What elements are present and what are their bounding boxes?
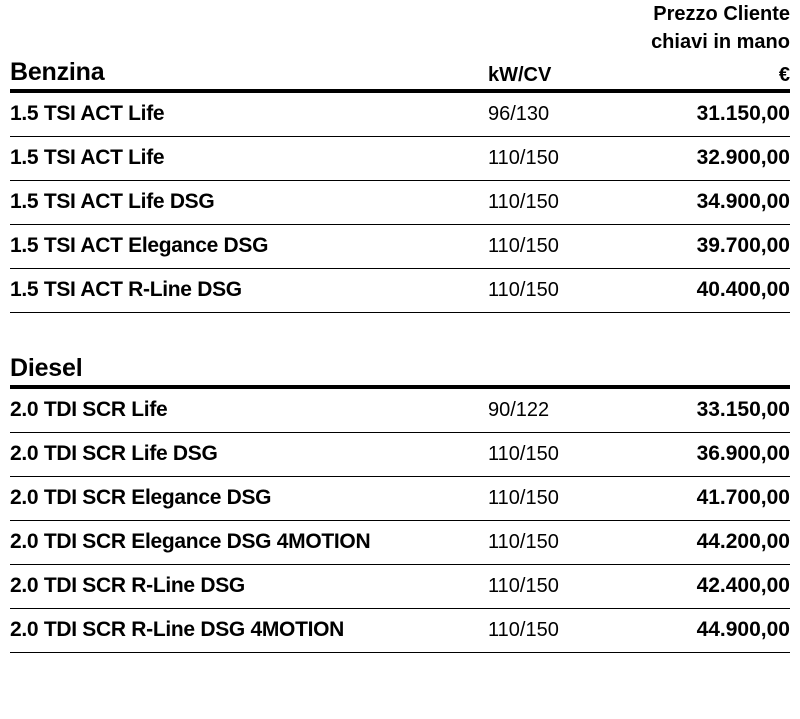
model-name: 1.5 TSI ACT R-Line DSG — [10, 268, 488, 312]
table-row — [10, 268, 790, 312]
model-name: 2.0 TDI SCR Elegance DSG — [10, 476, 488, 520]
model-power: 110/150 — [488, 564, 618, 608]
model-power: 90/122 — [488, 387, 618, 433]
table-row — [10, 564, 790, 608]
model-price: 36.900,00 — [618, 432, 790, 476]
model-name: 2.0 TDI SCR R-Line DSG — [10, 564, 488, 608]
table-row — [10, 608, 790, 652]
model-price: 40.400,00 — [618, 268, 790, 312]
section-spacer — [10, 312, 790, 353]
model-power: 110/150 — [488, 608, 618, 652]
table-row — [10, 224, 790, 268]
section-title-diesel: Diesel — [10, 353, 83, 382]
model-price: 44.200,00 — [618, 520, 790, 564]
model-price: 32.900,00 — [618, 136, 790, 180]
model-price: 44.900,00 — [618, 608, 790, 652]
section-title-benzina: Benzina — [10, 57, 105, 86]
table-row — [10, 387, 790, 433]
model-power: 96/130 — [488, 91, 618, 137]
model-name: 1.5 TSI ACT Life — [10, 136, 488, 180]
table-row — [10, 520, 790, 564]
model-power: 110/150 — [488, 224, 618, 268]
model-name: 1.5 TSI ACT Life DSG — [10, 180, 488, 224]
model-power: 110/150 — [488, 136, 618, 180]
model-price: 42.400,00 — [618, 564, 790, 608]
model-name: 1.5 TSI ACT Life — [10, 91, 488, 137]
table-row — [10, 432, 790, 476]
model-name: 2.0 TDI SCR Life DSG — [10, 432, 488, 476]
power-column-label-benzina: kW/CV — [488, 63, 552, 86]
model-price: 39.700,00 — [618, 224, 790, 268]
price-header-row-1 — [10, 0, 790, 28]
header-spacer-4 — [488, 28, 618, 56]
power-column-label-diesel — [488, 353, 618, 385]
price-header-row-2 — [10, 28, 790, 56]
price-table — [10, 0, 790, 653]
model-name: 1.5 TSI ACT Elegance DSG — [10, 224, 488, 268]
spacer-cell-2 — [488, 312, 618, 353]
model-power: 110/150 — [488, 476, 618, 520]
table-row — [10, 91, 790, 137]
table-row — [10, 180, 790, 224]
currency-label-benzina: € — [778, 63, 790, 86]
spacer-cell-1 — [10, 312, 488, 353]
model-name: 2.0 TDI SCR R-Line DSG 4MOTION — [10, 608, 488, 652]
table-row — [10, 136, 790, 180]
model-power: 110/150 — [488, 432, 618, 476]
model-price: 41.700,00 — [618, 476, 790, 520]
model-name: 2.0 TDI SCR Life — [10, 387, 488, 433]
header-spacer-2 — [488, 0, 618, 28]
header-spacer-1 — [10, 0, 488, 28]
model-power: 110/150 — [488, 268, 618, 312]
section-header-diesel — [10, 353, 790, 385]
price-label-line1: Prezzo Cliente — [653, 3, 790, 25]
price-label-line2: chiavi in mano — [651, 31, 790, 54]
header-spacer-3 — [10, 28, 488, 56]
model-power: 110/150 — [488, 520, 618, 564]
section-header-benzina — [10, 57, 790, 89]
model-power: 110/150 — [488, 180, 618, 224]
model-name: 2.0 TDI SCR Elegance DSG 4MOTION — [10, 520, 488, 564]
model-price: 34.900,00 — [618, 180, 790, 224]
spacer-cell-3 — [618, 312, 790, 353]
model-price: 31.150,00 — [618, 91, 790, 137]
currency-label-diesel — [618, 353, 790, 385]
model-price: 33.150,00 — [618, 387, 790, 433]
table-row — [10, 476, 790, 520]
